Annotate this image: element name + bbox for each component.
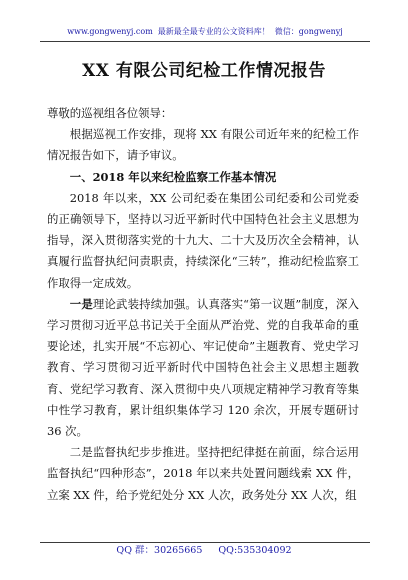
footer-qq-group: QQ 群：30265665: [116, 545, 203, 556]
header-slogan: 最新最全最专业的公文资料库！: [157, 27, 270, 36]
document-title: XX 有限公司纪检工作情况报告: [82, 61, 326, 81]
intro-paragraph: 根据巡视工作安排，现将 XX 有限公司近年来的纪检工作情况报告如下，请予审议。: [47, 127, 359, 163]
header-bar: [40, 27, 370, 37]
header-divider: [40, 41, 370, 42]
document-body: [47, 103, 359, 506]
section-paragraph: 2018 年以来，XX 公司纪委在集团公司纪委和公司党委的正确领导下，坚持以习近平新时代中国特色社会主义思想为指导，深入贯彻落实党的十九大、二十大及历次全会精神，认真履行监督执纪问责职责，持续深化“三转”，推动纪检监察工作取得一定成效。: [47, 190, 359, 290]
point-two-lead: 二是: [69, 445, 93, 460]
point-one-lead: 一是: [69, 296, 93, 311]
header-site: www.gongwenyj.com: [67, 27, 153, 36]
footer-bar: [0, 545, 408, 557]
point-two-text: 监督执纪步步推进。坚持把纪律挺在前面，综合运用监督执纪“四种形态”，2018 年以来共处置问题线索 XX 件，立案 XX 件，给予党纪处分 XX 人次，政务处分 XX 人次，组: [47, 445, 359, 502]
footer-divider: [40, 542, 370, 543]
point-one-paragraph: [47, 294, 359, 442]
salutation: 尊敬的巡视组各位领导：: [47, 106, 173, 120]
header-wechat: 微信：gongwenyj: [274, 27, 343, 36]
point-two-paragraph: [47, 442, 359, 506]
section-heading: 一、2018 年以来纪检监察工作基本情况: [69, 169, 277, 184]
point-one-text: 理论武装持续加强。认真落实“第一议题”制度，深入学习贯彻习近平总书记关于全面从严治党、党的自我革命的重要论述，扎实开展“不忘初心、牢记使命”主题教育、党史学习教育、学习贯彻习近平新时代中国特色社会主义思想主题教育、党纪学习教育、深入贯彻中央八项规定精神学习教育等集中性学习教育，累计组织集体学习 120 余次，开展专题研讨 36 次。: [47, 296, 359, 439]
footer-qq: QQ:535304092: [218, 545, 292, 556]
